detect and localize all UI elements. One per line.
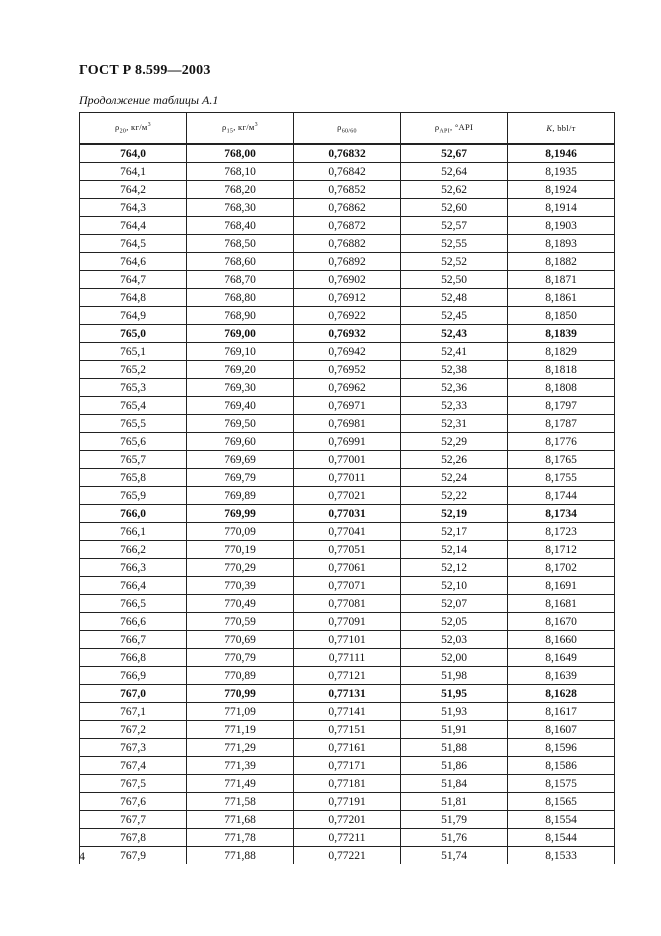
table-cell: 768,50 <box>187 235 294 253</box>
table-cell: 52,05 <box>401 613 508 631</box>
table-cell: 769,00 <box>187 325 294 343</box>
table-cell: 51,88 <box>401 739 508 757</box>
table-cell: 0,76842 <box>294 163 401 181</box>
table-cell: 764,8 <box>80 289 187 307</box>
table-cell: 764,4 <box>80 217 187 235</box>
table-cell: 765,6 <box>80 433 187 451</box>
table-cell: 8,1607 <box>508 721 615 739</box>
table-cell: 770,09 <box>187 523 294 541</box>
table-cell: 8,1575 <box>508 775 615 793</box>
table-cell: 8,1861 <box>508 289 615 307</box>
table-row <box>80 379 615 397</box>
table-cell: 52,55 <box>401 235 508 253</box>
table-cell: 769,60 <box>187 433 294 451</box>
table-cell: 766,3 <box>80 559 187 577</box>
table-cell: 769,50 <box>187 415 294 433</box>
table-row <box>80 505 615 523</box>
table-cell: 52,38 <box>401 361 508 379</box>
table-cell: 767,0 <box>80 685 187 703</box>
table-cell: 52,62 <box>401 181 508 199</box>
table-cell: 8,1670 <box>508 613 615 631</box>
table-cell: 8,1946 <box>508 144 615 163</box>
table-cell: 768,00 <box>187 144 294 163</box>
table-cell: 0,76971 <box>294 397 401 415</box>
table-cell: 0,76912 <box>294 289 401 307</box>
table-cell: 0,77021 <box>294 487 401 505</box>
table-cell: 52,07 <box>401 595 508 613</box>
table-row <box>80 667 615 685</box>
table-cell: 766,0 <box>80 505 187 523</box>
table-row <box>80 415 615 433</box>
table-row <box>80 685 615 703</box>
table-cell: 0,76852 <box>294 181 401 199</box>
table-row <box>80 253 615 271</box>
header-k-factor: K, bbl/т <box>508 113 615 145</box>
table-cell: 767,6 <box>80 793 187 811</box>
table-cell: 8,1882 <box>508 253 615 271</box>
table-cell: 770,99 <box>187 685 294 703</box>
table-cell: 0,77071 <box>294 577 401 595</box>
table-cell: 0,76902 <box>294 271 401 289</box>
table-cell: 771,58 <box>187 793 294 811</box>
table-cell: 8,1755 <box>508 469 615 487</box>
table-cell: 0,76952 <box>294 361 401 379</box>
table-row <box>80 559 615 577</box>
header-rho-api: $\rho_{API}$, °API <box>401 113 508 145</box>
table-row <box>80 271 615 289</box>
table-cell: 8,1797 <box>508 397 615 415</box>
table-cell: 0,76872 <box>294 217 401 235</box>
table-cell: 0,76922 <box>294 307 401 325</box>
table-cell: 0,77221 <box>294 847 401 865</box>
table-row <box>80 289 615 307</box>
table-cell: 764,1 <box>80 163 187 181</box>
table-cell: 0,77191 <box>294 793 401 811</box>
table-cell: 52,67 <box>401 144 508 163</box>
table-cell: 8,1903 <box>508 217 615 235</box>
table-cell: 52,36 <box>401 379 508 397</box>
table-cell: 8,1935 <box>508 163 615 181</box>
table-cell: 52,29 <box>401 433 508 451</box>
table-cell: 8,1839 <box>508 325 615 343</box>
table-row <box>80 397 615 415</box>
table-cell: 0,76832 <box>294 144 401 163</box>
table-row <box>80 163 615 181</box>
table-cell: 771,09 <box>187 703 294 721</box>
table-cell: 8,1712 <box>508 541 615 559</box>
table-cell: 51,81 <box>401 793 508 811</box>
table-cell: 767,5 <box>80 775 187 793</box>
table-row <box>80 487 615 505</box>
table-cell: 765,5 <box>80 415 187 433</box>
table-cell: 771,68 <box>187 811 294 829</box>
table-cell: 0,77201 <box>294 811 401 829</box>
table-cell: 8,1893 <box>508 235 615 253</box>
table-row <box>80 793 615 811</box>
table-cell: 52,64 <box>401 163 508 181</box>
table-cell: 52,48 <box>401 289 508 307</box>
table-row <box>80 739 615 757</box>
table-cell: 52,52 <box>401 253 508 271</box>
table-cell: 770,89 <box>187 667 294 685</box>
table-cell: 767,9 <box>80 847 187 865</box>
table-cell: 0,77141 <box>294 703 401 721</box>
table-row <box>80 541 615 559</box>
table-row <box>80 631 615 649</box>
table-cell: 52,12 <box>401 559 508 577</box>
table-cell: 770,59 <box>187 613 294 631</box>
table-cell: 769,89 <box>187 487 294 505</box>
table-cell: 768,10 <box>187 163 294 181</box>
table-row <box>80 721 615 739</box>
table-cell: 52,45 <box>401 307 508 325</box>
table-cell: 8,1765 <box>508 451 615 469</box>
table-cell: 0,77211 <box>294 829 401 847</box>
table-cell: 766,4 <box>80 577 187 595</box>
table-row <box>80 343 615 361</box>
table-cell: 0,76962 <box>294 379 401 397</box>
table-cell: 8,1639 <box>508 667 615 685</box>
table-cell: 8,1744 <box>508 487 615 505</box>
table-row <box>80 847 615 865</box>
table-cell: 767,8 <box>80 829 187 847</box>
table-cell: 768,80 <box>187 289 294 307</box>
table-cell: 764,9 <box>80 307 187 325</box>
table-cell: 0,77181 <box>294 775 401 793</box>
table-cell: 51,74 <box>401 847 508 865</box>
table-cell: 771,49 <box>187 775 294 793</box>
table-cell: 771,29 <box>187 739 294 757</box>
table-cell: 8,1617 <box>508 703 615 721</box>
table-cell: 765,9 <box>80 487 187 505</box>
table-row <box>80 307 615 325</box>
table-cell: 768,40 <box>187 217 294 235</box>
table-cell: 0,77151 <box>294 721 401 739</box>
table-row <box>80 523 615 541</box>
table-cell: 8,1808 <box>508 379 615 397</box>
table-cell: 8,1681 <box>508 595 615 613</box>
table-cell: 8,1554 <box>508 811 615 829</box>
table-cell: 770,49 <box>187 595 294 613</box>
table-cell: 766,5 <box>80 595 187 613</box>
table-cell: 8,1871 <box>508 271 615 289</box>
table-cell: 52,10 <box>401 577 508 595</box>
table-cell: 767,4 <box>80 757 187 775</box>
table-cell: 0,77081 <box>294 595 401 613</box>
table-cell: 8,1776 <box>508 433 615 451</box>
table-cell: 52,19 <box>401 505 508 523</box>
table-cell: 766,1 <box>80 523 187 541</box>
table-row <box>80 144 615 163</box>
table-cell: 0,77011 <box>294 469 401 487</box>
document-title: ГОСТ Р 8.599—2003 <box>79 63 211 78</box>
table-cell: 769,10 <box>187 343 294 361</box>
table-cell: 52,60 <box>401 199 508 217</box>
table-cell: 51,84 <box>401 775 508 793</box>
table-cell: 0,77101 <box>294 631 401 649</box>
table-cell: 766,8 <box>80 649 187 667</box>
table-row <box>80 325 615 343</box>
table-cell: 767,1 <box>80 703 187 721</box>
table-cell: 8,1544 <box>508 829 615 847</box>
table-row <box>80 613 615 631</box>
table-cell: 0,77111 <box>294 649 401 667</box>
table-cell: 0,76991 <box>294 433 401 451</box>
table-cell: 52,57 <box>401 217 508 235</box>
table-cell: 8,1850 <box>508 307 615 325</box>
table-cell: 767,7 <box>80 811 187 829</box>
table-row <box>80 649 615 667</box>
table-cell: 764,0 <box>80 144 187 163</box>
page-number: 4 <box>79 849 85 863</box>
table-row <box>80 757 615 775</box>
table-cell: 8,1596 <box>508 739 615 757</box>
table-cell: 767,3 <box>80 739 187 757</box>
table-cell: 52,26 <box>401 451 508 469</box>
table-row <box>80 235 615 253</box>
table-cell: 769,79 <box>187 469 294 487</box>
header-rho20: $\rho_{20}$, $кг/м^3$ <box>80 113 187 145</box>
table-cell: 8,1924 <box>508 181 615 199</box>
table-cell: 8,1660 <box>508 631 615 649</box>
table-cell: 766,2 <box>80 541 187 559</box>
table-cell: 52,41 <box>401 343 508 361</box>
table-cell: 765,1 <box>80 343 187 361</box>
table-cell: 0,77061 <box>294 559 401 577</box>
table-cell: 768,90 <box>187 307 294 325</box>
table-cell: 765,7 <box>80 451 187 469</box>
table-cell: 766,6 <box>80 613 187 631</box>
table-body <box>80 144 615 864</box>
table-cell: 8,1723 <box>508 523 615 541</box>
table-cell: 52,00 <box>401 649 508 667</box>
table-cell: 51,76 <box>401 829 508 847</box>
table-cell: 771,88 <box>187 847 294 865</box>
table-cell: 0,77171 <box>294 757 401 775</box>
table-cell: 0,77131 <box>294 685 401 703</box>
table-cell: 0,76942 <box>294 343 401 361</box>
table-cell: 767,2 <box>80 721 187 739</box>
table-cell: 769,30 <box>187 379 294 397</box>
table-cell: 8,1702 <box>508 559 615 577</box>
table-row <box>80 829 615 847</box>
table-cell: 765,0 <box>80 325 187 343</box>
table-cell: 0,77161 <box>294 739 401 757</box>
table-cell: 0,76981 <box>294 415 401 433</box>
table-cell: 8,1691 <box>508 577 615 595</box>
table-row <box>80 469 615 487</box>
table-cell: 52,17 <box>401 523 508 541</box>
table-cell: 8,1649 <box>508 649 615 667</box>
table-cell: 8,1586 <box>508 757 615 775</box>
table-cell: 8,1787 <box>508 415 615 433</box>
table-cell: 765,4 <box>80 397 187 415</box>
table-caption: Продолжение таблицы А.1 <box>79 93 219 107</box>
table-cell: 51,93 <box>401 703 508 721</box>
table-cell: 0,77121 <box>294 667 401 685</box>
table-row <box>80 775 615 793</box>
table-cell: 51,98 <box>401 667 508 685</box>
table-cell: 769,69 <box>187 451 294 469</box>
table-cell: 52,31 <box>401 415 508 433</box>
table-row <box>80 811 615 829</box>
table-cell: 52,43 <box>401 325 508 343</box>
table-row <box>80 433 615 451</box>
table-cell: 765,3 <box>80 379 187 397</box>
table-cell: 771,78 <box>187 829 294 847</box>
table-cell: 764,2 <box>80 181 187 199</box>
table-cell: 8,1628 <box>508 685 615 703</box>
table-cell: 766,7 <box>80 631 187 649</box>
table-cell: 52,03 <box>401 631 508 649</box>
table-row <box>80 181 615 199</box>
table-cell: 765,8 <box>80 469 187 487</box>
table-cell: 766,9 <box>80 667 187 685</box>
table-cell: 52,14 <box>401 541 508 559</box>
table-cell: 0,77091 <box>294 613 401 631</box>
table-cell: 8,1818 <box>508 361 615 379</box>
table-cell: 0,76892 <box>294 253 401 271</box>
table-cell: 0,77001 <box>294 451 401 469</box>
table-cell: 770,39 <box>187 577 294 595</box>
table-row <box>80 703 615 721</box>
table-cell: 768,60 <box>187 253 294 271</box>
table-cell: 769,99 <box>187 505 294 523</box>
table-cell: 8,1829 <box>508 343 615 361</box>
table-row <box>80 217 615 235</box>
table-cell: 0,77031 <box>294 505 401 523</box>
table-cell: 769,40 <box>187 397 294 415</box>
table-cell: 51,79 <box>401 811 508 829</box>
table-cell: 0,77041 <box>294 523 401 541</box>
table-cell: 52,33 <box>401 397 508 415</box>
table-row <box>80 577 615 595</box>
table-cell: 8,1565 <box>508 793 615 811</box>
table-cell: 768,20 <box>187 181 294 199</box>
header-rho15: $\rho_{15}$, $кг/м^3$ <box>187 113 294 145</box>
table-cell: 770,29 <box>187 559 294 577</box>
table-cell: 768,70 <box>187 271 294 289</box>
table-cell: 771,19 <box>187 721 294 739</box>
density-table <box>79 112 615 864</box>
table-cell: 770,19 <box>187 541 294 559</box>
table-cell: 0,76882 <box>294 235 401 253</box>
table-cell: 764,3 <box>80 199 187 217</box>
table-cell: 8,1533 <box>508 847 615 865</box>
table-cell: 0,76862 <box>294 199 401 217</box>
table-row <box>80 361 615 379</box>
table-row <box>80 595 615 613</box>
table-cell: 764,5 <box>80 235 187 253</box>
table-cell: 764,7 <box>80 271 187 289</box>
table-cell: 52,22 <box>401 487 508 505</box>
table-cell: 52,24 <box>401 469 508 487</box>
table-header <box>80 113 615 145</box>
table-cell: 764,6 <box>80 253 187 271</box>
table-cell: 51,91 <box>401 721 508 739</box>
table-cell: 770,79 <box>187 649 294 667</box>
table-row <box>80 199 615 217</box>
table-cell: 768,30 <box>187 199 294 217</box>
table-cell: 0,77051 <box>294 541 401 559</box>
table-cell: 770,69 <box>187 631 294 649</box>
header-rho60: $\rho_{60/60}$ <box>294 113 401 145</box>
table-cell: 8,1914 <box>508 199 615 217</box>
table-cell: 771,39 <box>187 757 294 775</box>
table-cell: 765,2 <box>80 361 187 379</box>
table-cell: 51,86 <box>401 757 508 775</box>
table-cell: 0,76932 <box>294 325 401 343</box>
table-cell: 8,1734 <box>508 505 615 523</box>
table-row <box>80 451 615 469</box>
table-cell: 51,95 <box>401 685 508 703</box>
table-cell: 769,20 <box>187 361 294 379</box>
table-cell: 52,50 <box>401 271 508 289</box>
